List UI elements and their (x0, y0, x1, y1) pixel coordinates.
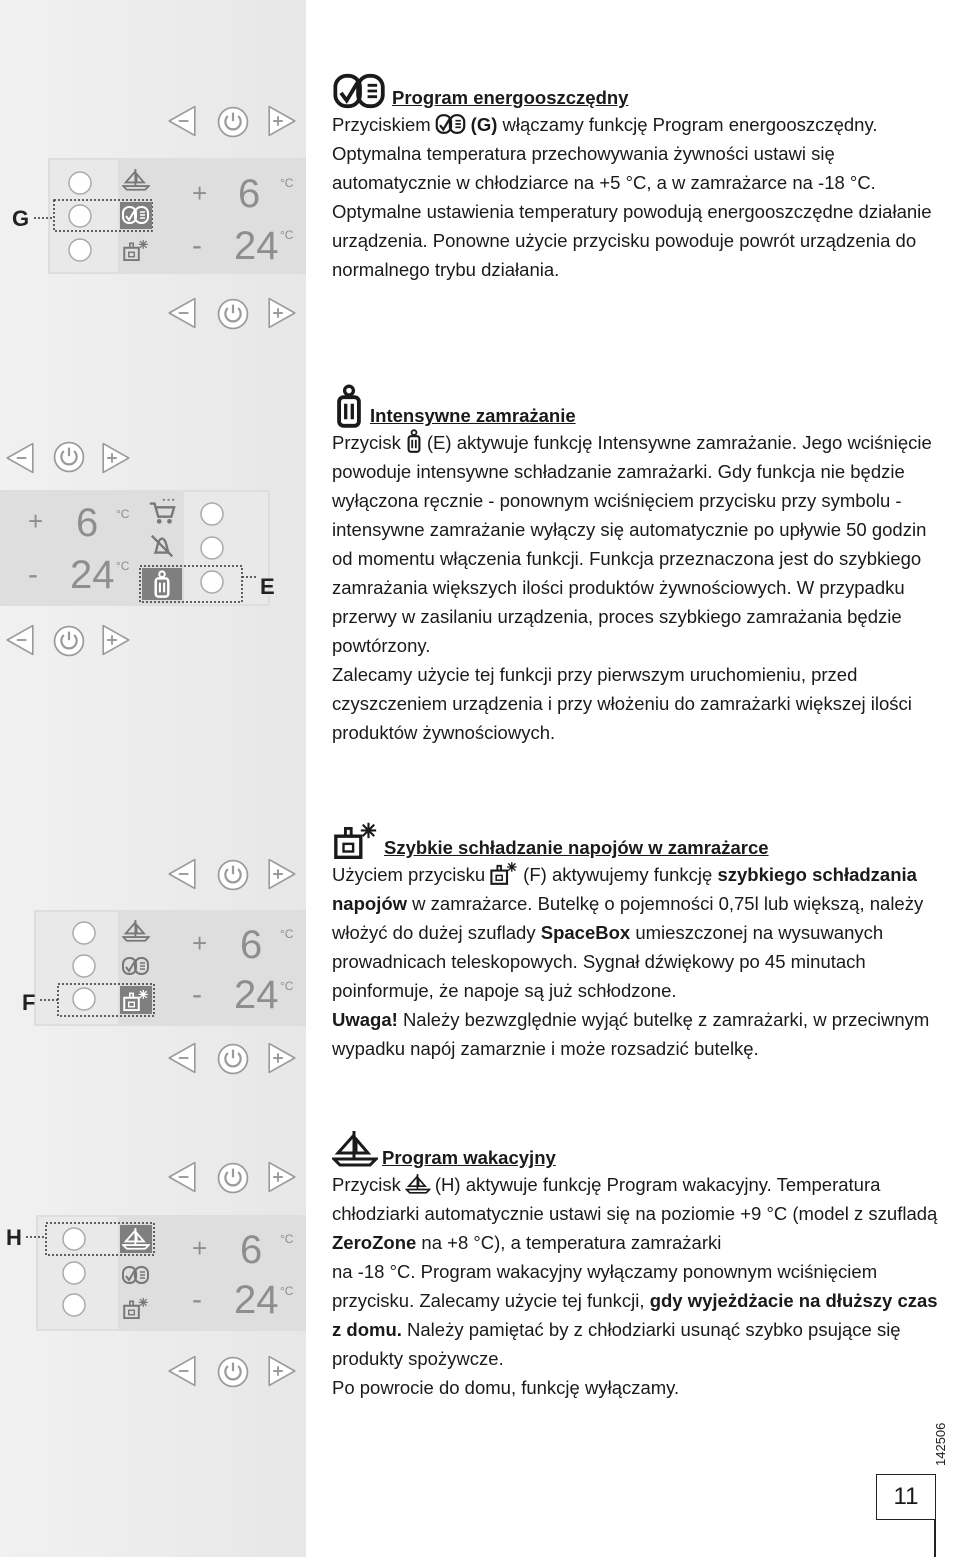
page-number-marker (934, 1520, 936, 1557)
button-drinks[interactable] (73, 988, 95, 1010)
paragraph: Przycisk (H) aktywuje funkcję Program wakacyjny. Temperatura chłodziarki automatycznie ustawi się na poziomie +9 °C (model z szufladą ZeroZone na +8 °C), a temperatura zamrażarki (332, 1174, 938, 1253)
button-cart[interactable] (201, 503, 223, 525)
fridge-temp: 6 (238, 172, 261, 216)
plus-sign: + (192, 1233, 208, 1263)
power-button[interactable] (219, 1164, 248, 1193)
plus-button[interactable] (103, 626, 129, 655)
power-button[interactable] (219, 108, 248, 137)
button-eco[interactable] (69, 205, 91, 227)
paragraph: na -18 °C. Program wakacyjny wyłączamy ponownym wciśnięciem przycisku. Zalecamy użycie tej funkcji, gdy wyjeżdżacie na dłuższy czas z domu. Należy pamiętać by z chłodziarki usunąć szybko psujące się produkty spożywcze. (332, 1261, 938, 1369)
plus-button[interactable] (103, 444, 129, 473)
plus-sign: + (28, 506, 44, 536)
holiday-icon (405, 1173, 431, 1195)
figure-label: E (260, 574, 275, 599)
page-number: 11 (876, 1474, 936, 1520)
section-title: Szybkie schładzanie napojów w zamrażarce (384, 837, 769, 858)
plus-sign: + (192, 178, 208, 208)
button-holiday[interactable] (63, 1228, 85, 1250)
button-drinks[interactable] (69, 239, 91, 261)
button-holiday[interactable] (69, 172, 91, 194)
unit-label: °C (280, 228, 294, 242)
power-button[interactable] (219, 300, 248, 329)
intensive-freeze-icon (405, 429, 423, 453)
button-alarm[interactable] (201, 537, 223, 559)
unit-label: °C (280, 1284, 294, 1298)
section-eco (332, 72, 944, 284)
freezer-temp: 24 (234, 973, 279, 1017)
unit-label: °C (280, 927, 294, 941)
fast-drink-cool-icon (332, 820, 380, 860)
eco-icon (435, 113, 467, 135)
figure-label: F (22, 990, 36, 1015)
paragraph: Przycisk (E) aktywuje funkcję Intensywne zamrażanie. Jego wciśnięcie powoduje intensywne schładzanie zamrażarki. Gdy funkcja nie będzie wyłączona ręcznie - ponownym wciśnięciem przycisku przy symbolu - intensywne zamrażanie wyłączy się automatycznie po upływie 50 godzin od momentu włączenia funkcji. Funkcja przeznaczona jest do szybkiego zamrażania większych ilości produktów żywnościowych. W przypadku przerwy w zasilaniu urządzenia, proces szybkiego zamrażania będzie powtórzony. (332, 428, 944, 660)
plus-button[interactable] (269, 299, 295, 328)
freezer-temp: 24 (234, 224, 279, 268)
plus-button[interactable] (269, 1044, 295, 1073)
power-button[interactable] (219, 1045, 248, 1074)
freezer-temp: 24 (70, 553, 115, 597)
panel-figure-f (0, 852, 306, 1092)
fast-drink-cool-icon (489, 861, 519, 885)
unit-label: °C (280, 176, 294, 190)
section-title: Program wakacyjny (382, 1147, 556, 1168)
unit-label: °C (116, 507, 130, 521)
minus-button[interactable] (169, 1044, 195, 1073)
paragraph: Zalecamy użycie tej funkcji przy pierwszym uruchomieniu, przed czyszczeniem urządzenia i przy włożeniu do zamrażarki większej ilości produktów żywnościowych. (332, 664, 912, 743)
minus-button[interactable] (169, 1163, 195, 1192)
power-button[interactable] (219, 1358, 248, 1387)
eco-icon (332, 72, 388, 110)
button-eco[interactable] (73, 955, 95, 977)
minus-button[interactable] (7, 444, 33, 473)
section-intensive-freeze (332, 384, 944, 747)
section-holiday (332, 1128, 944, 1402)
button-eco[interactable] (63, 1262, 85, 1284)
minus-button[interactable] (169, 1357, 195, 1386)
plus-button[interactable] (269, 1163, 295, 1192)
document-code: 142506 (933, 1422, 948, 1466)
section-title: Program energooszczędny (392, 87, 629, 108)
power-button[interactable] (219, 861, 248, 890)
paragraph: Uwaga! Należy bezwzględnie wyjąć butelkę z zamrażarki, w przeciwnym wypadku napój zamarznie i może rozsadzić butelkę. (332, 1009, 930, 1059)
fridge-temp: 6 (240, 1228, 263, 1272)
paragraph: Po powrocie do domu, funkcję wyłączamy. (332, 1377, 680, 1398)
panel-figure-g (0, 95, 306, 345)
paragraph: Przyciskiem (G) włączamy funkcję Program energooszczędny. Optymalna temperatura przechowywania żywności ustawi się automatycznie w chłodziarce na +5 °C, a w zamrażarce na -18 °C. Optymalne ustawienia temperatury powodują energooszczędne działanie urządzenia. Ponowne użycie przycisku powoduje powrót urządzenia do normalnego trybu działania. (332, 114, 932, 280)
button-intensive-freeze[interactable] (201, 571, 223, 593)
minus-sign: - (28, 558, 38, 591)
panel-figure-h (0, 1155, 306, 1395)
minus-sign: - (192, 1283, 202, 1316)
minus-sign: - (192, 978, 202, 1011)
intensive-freeze-icon (332, 384, 366, 428)
power-button[interactable] (55, 443, 84, 472)
minus-sign: - (192, 229, 202, 262)
section-fast-drink (332, 820, 944, 1063)
fridge-temp: 6 (76, 501, 99, 545)
figure-label: H (6, 1225, 22, 1250)
unit-label: °C (116, 559, 130, 573)
minus-button[interactable] (169, 299, 195, 328)
figure-label: G (12, 206, 30, 231)
plus-button[interactable] (269, 860, 295, 889)
plus-sign: + (192, 928, 208, 958)
unit-label: °C (280, 1232, 294, 1246)
button-holiday[interactable] (73, 922, 95, 944)
freezer-temp: 24 (234, 1278, 279, 1322)
minus-button[interactable] (169, 860, 195, 889)
plus-button[interactable] (269, 1357, 295, 1386)
holiday-icon (332, 1128, 378, 1170)
fridge-temp: 6 (240, 923, 263, 967)
power-button[interactable] (55, 627, 84, 656)
unit-label: °C (280, 979, 294, 993)
panel-figure-e (0, 432, 306, 682)
plus-button[interactable] (269, 107, 295, 136)
paragraph: Użyciem przycisku (F) aktywujemy funkcję szybkiego schładzania napojów w zamrażarce. Butelkę o pojemności 0,75l lub większą, należy włożyć do dużej szuflady SpaceBox umieszczonej na wysuwanych prowadnicach teleskopowych. Sygnał dźwiękowy po 45 minutach poinformuje, że napoje są już schłodzone. (332, 860, 944, 1005)
button-drinks[interactable] (63, 1294, 85, 1316)
minus-button[interactable] (7, 626, 33, 655)
minus-button[interactable] (169, 107, 195, 136)
section-title: Intensywne zamrażanie (370, 405, 576, 426)
highlight-icon-bg (142, 568, 182, 600)
